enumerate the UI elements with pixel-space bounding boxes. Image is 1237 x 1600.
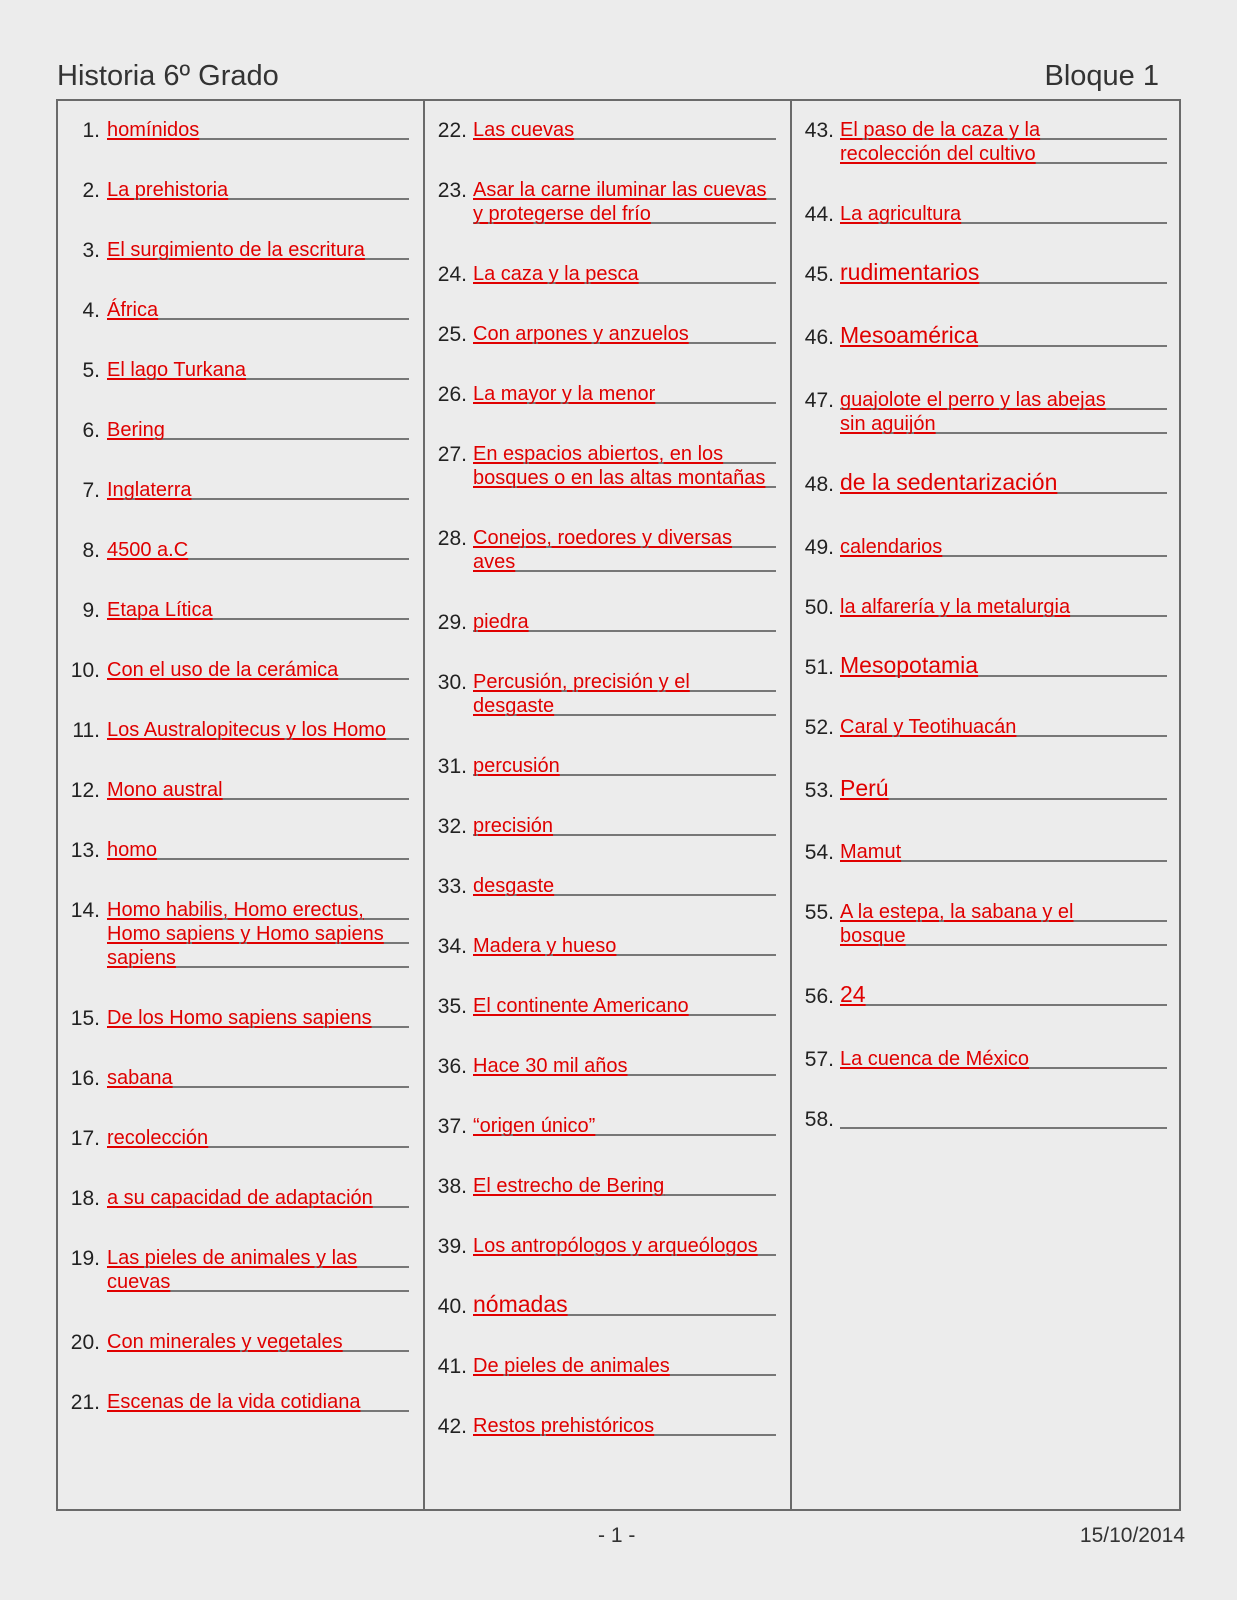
item-number: 23. [437, 179, 467, 202]
item-number: 31. [437, 755, 467, 778]
item-number: 30. [437, 671, 467, 694]
answer-text: bosque [840, 925, 906, 947]
item-number: 34. [437, 935, 467, 958]
answer-text: la alfarería y la metalurgia [840, 596, 1071, 618]
item-number: 53. [804, 779, 834, 802]
answer-text: y protegerse del frío [473, 203, 651, 225]
answer-text: La caza y la pesca [473, 263, 639, 285]
answer-text: nómadas [473, 1291, 568, 1317]
item-number: 11. [72, 719, 100, 742]
item-number: 44. [804, 203, 834, 226]
item-number: 35. [437, 995, 467, 1018]
answer-text: El estrecho de Bering [473, 1175, 665, 1197]
item-number: 7. [82, 479, 100, 502]
answer-text: Bering [107, 419, 165, 441]
answer-line [840, 1127, 1167, 1129]
answer-text: piedra [473, 611, 529, 633]
item-number: 49. [804, 536, 834, 559]
item-number: 41. [437, 1355, 467, 1378]
item-number: 29. [437, 611, 467, 634]
answer-text: homo [107, 839, 158, 861]
answer-text: Madera y hueso [473, 935, 617, 957]
answer-text: Inglaterra [107, 479, 192, 501]
column-2 [425, 101, 790, 1509]
answer-text: sin aguijón [840, 413, 936, 435]
answer-text: Homo sapiens y Homo sapiens [107, 923, 384, 945]
answer-line [840, 798, 1167, 800]
answer-grid [56, 99, 1181, 1511]
item-number: 15. [70, 1007, 100, 1030]
answer-text: desgaste [473, 695, 555, 717]
answer-text: De pieles de animales [473, 1355, 670, 1377]
answer-text: La mayor y la menor [473, 383, 656, 405]
item-number: 17. [70, 1127, 100, 1150]
answer-text: Los antropólogos y arqueólogos [473, 1235, 758, 1257]
answer-text: El paso de la caza y la [840, 119, 1041, 141]
item-number: 48. [804, 473, 834, 496]
answer-text: Con el uso de la cerámica [107, 659, 339, 681]
answer-text: bosques o en las altas montañas [473, 467, 766, 489]
item-number: 55. [804, 901, 834, 924]
answer-text: Con minerales y vegetales [107, 1331, 343, 1353]
item-number: 43. [804, 119, 834, 142]
answer-text: Con arpones y anzuelos [473, 323, 689, 345]
item-number: 36. [437, 1055, 467, 1078]
answer-text: A la estepa, la sabana y el [840, 901, 1074, 923]
item-number: 40. [437, 1295, 467, 1318]
answer-text: a su capacidad de adaptación [107, 1187, 373, 1209]
answer-text: Hace 30 mil años [473, 1055, 628, 1077]
item-number: 4. [82, 299, 100, 322]
item-number: 24. [437, 263, 467, 286]
item-number: 9. [82, 599, 100, 622]
answer-text: En espacios abiertos, en los [473, 443, 724, 465]
item-number: 20. [70, 1331, 100, 1354]
page-number: - 1 - [598, 1524, 636, 1547]
block-label: Bloque 1 [1044, 60, 1159, 92]
answer-text: Percusión, precisión y el [473, 671, 690, 693]
column-1 [58, 101, 423, 1509]
answer-text: La prehistoria [107, 179, 229, 201]
item-number: 22. [437, 119, 467, 142]
answer-text: Asar la carne iluminar las cuevas [473, 179, 767, 201]
item-number: 3. [82, 239, 100, 262]
answer-text: guajolote el perro y las abejas [840, 389, 1106, 411]
item-number: 38. [437, 1175, 467, 1198]
answer-text: 4500 a.C [107, 539, 189, 561]
answer-text: sapiens [107, 947, 176, 969]
item-number: 27. [437, 443, 467, 466]
item-number: 14. [70, 899, 100, 922]
item-number: 51. [804, 656, 834, 679]
answer-text: Restos prehistóricos [473, 1415, 655, 1437]
item-number: 33. [437, 875, 467, 898]
item-number: 37. [437, 1115, 467, 1138]
answer-text: calendarios [840, 536, 943, 558]
item-number: 1. [82, 119, 100, 142]
answer-text: El surgimiento de la escritura [107, 239, 365, 261]
answer-text: 24 [840, 981, 866, 1007]
answer-text: Etapa Lítica [107, 599, 213, 621]
answer-text: Mesoamérica [840, 322, 979, 348]
item-number: 5. [82, 359, 100, 382]
answer-text: El lago Turkana [107, 359, 246, 381]
item-number: 47. [804, 389, 834, 412]
answer-text: Mamut [840, 841, 902, 863]
item-number: 25. [437, 323, 467, 346]
answer-text: homínidos [107, 119, 200, 141]
answer-text: La cuenca de México [840, 1048, 1030, 1070]
answer-text: sabana [107, 1067, 173, 1089]
item-number: 52. [804, 716, 834, 739]
item-number: 6. [82, 419, 100, 442]
answer-line [473, 570, 776, 572]
item-number: 18. [70, 1187, 100, 1210]
answer-text: precisión [473, 815, 554, 837]
item-number: 50. [804, 596, 834, 619]
answer-text: Mesopotamia [840, 652, 979, 678]
item-number: 2. [82, 179, 100, 202]
item-number: 45. [804, 263, 834, 286]
item-number: 42. [437, 1415, 467, 1438]
item-number: 21. [70, 1391, 100, 1414]
answer-text: percusión [473, 755, 560, 777]
item-number: 58. [804, 1108, 834, 1131]
item-number: 56. [804, 985, 834, 1008]
item-number: 39. [437, 1235, 467, 1258]
answer-text: Homo habilis, Homo erectus, [107, 899, 364, 921]
item-number: 12. [70, 779, 100, 802]
answer-text: recolección del cultivo [840, 143, 1036, 165]
item-number: 10. [70, 659, 100, 682]
answer-text: Las cuevas [473, 119, 575, 141]
answer-text: de la sedentarización [840, 469, 1058, 495]
item-number: 32. [437, 815, 467, 838]
item-number: 13. [70, 839, 100, 862]
answer-text: desgaste [473, 875, 555, 897]
answer-text: África [107, 299, 159, 321]
item-number: 46. [804, 326, 834, 349]
answer-text: Caral y Teotihuacán [840, 716, 1017, 738]
answer-text: Los Australopitecus y los Homo [107, 719, 387, 741]
page-title: Historia 6º Grado [57, 60, 279, 92]
answer-text: aves [473, 551, 516, 573]
item-number: 57. [804, 1048, 834, 1071]
answer-text: cuevas [107, 1271, 171, 1293]
answer-text: “origen único” [473, 1115, 596, 1137]
answer-text: recolección [107, 1127, 209, 1149]
item-number: 16. [70, 1067, 100, 1090]
answer-text: De los Homo sapiens sapiens [107, 1007, 372, 1029]
item-number: 54. [804, 841, 834, 864]
answer-text: Escenas de la vida cotidiana [107, 1391, 361, 1413]
item-number: 19. [70, 1247, 100, 1270]
date: 15/10/2014 [1079, 1524, 1185, 1547]
answer-text: Conejos, roedores y diversas [473, 527, 733, 549]
column-3 [792, 101, 1181, 1509]
item-number: 26. [437, 383, 467, 406]
answer-text: Mono austral [107, 779, 223, 801]
answer-text: rudimentarios [840, 259, 980, 285]
item-number: 28. [437, 527, 467, 550]
item-number: 8. [82, 539, 100, 562]
answer-text: Perú [840, 775, 889, 801]
answer-line [840, 1004, 1167, 1006]
answer-text: El continente Americano [473, 995, 689, 1017]
answer-text: Las pieles de animales y las [107, 1247, 358, 1269]
answer-text: La agricultura [840, 203, 962, 225]
